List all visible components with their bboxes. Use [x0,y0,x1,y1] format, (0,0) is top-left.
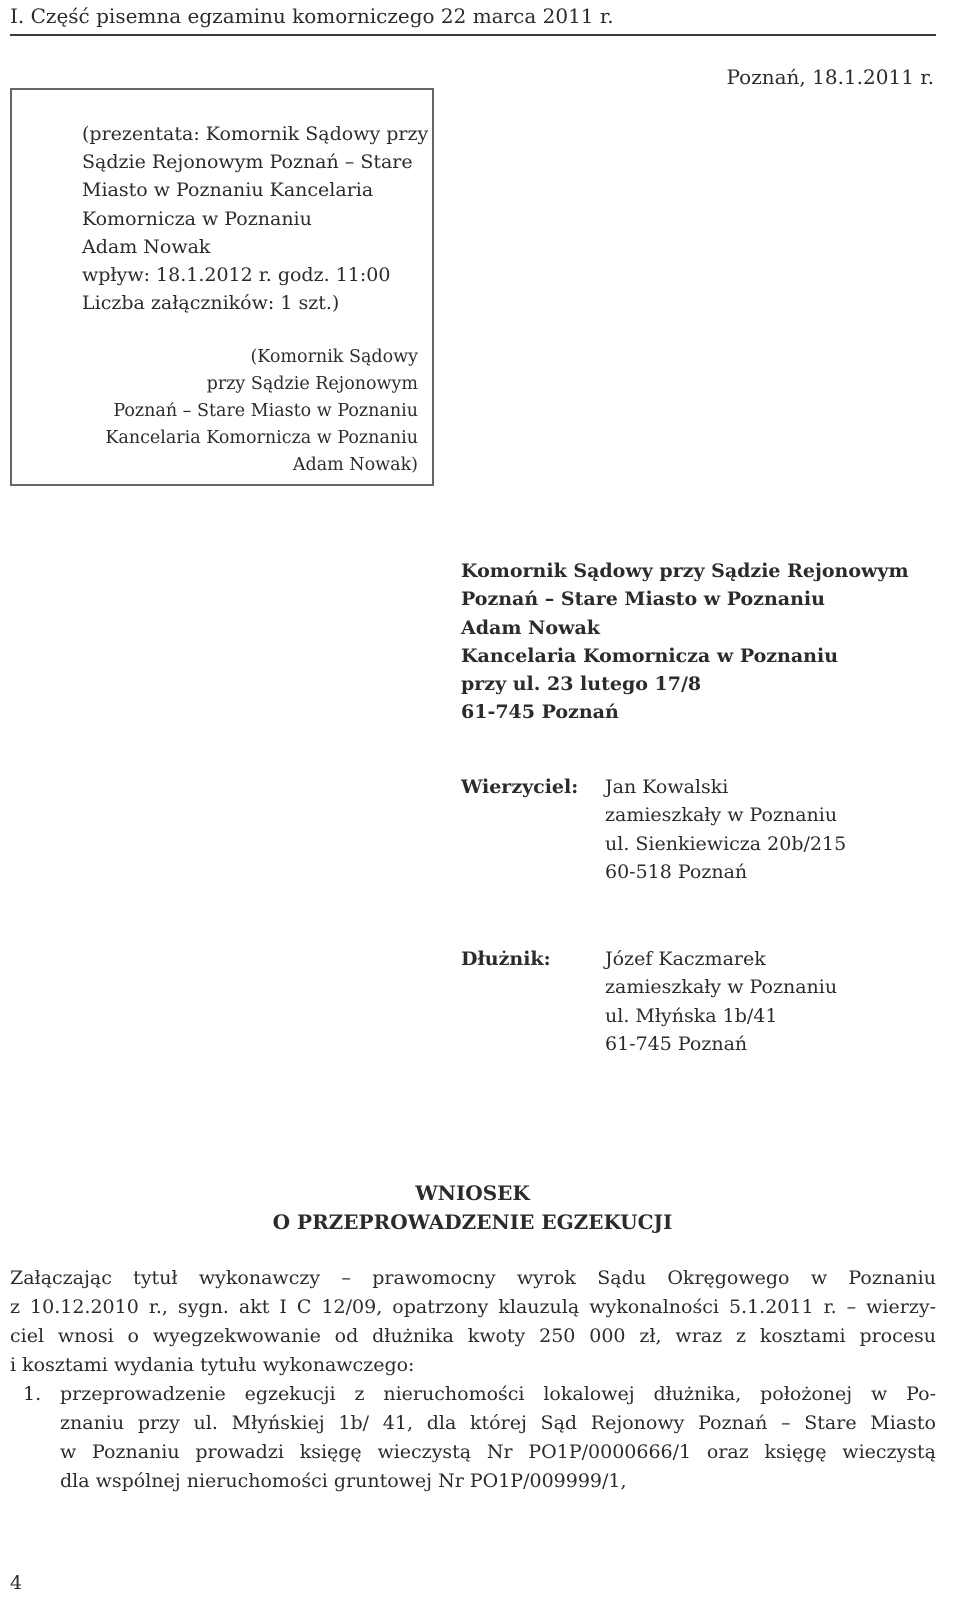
stamp-text [82,120,428,317]
stamp-line: Komornicza w Poznaniu [82,207,312,230]
addressee-line: Kancelaria Komornicza w Poznaniu [461,644,839,667]
motion-title [0,1179,945,1237]
stamp-line: Adam Nowak [82,235,211,258]
body-line: ciel wnosi o wyegzekwowanie od dłużnika kwoty 250 000 zł, wraz z kosztami procesu [10,1325,936,1347]
stamp-line: Sądzie Rejonowym Poznań – Stare [82,151,413,174]
body-line: Załączając tytuł wykonawczy – prawomocny wyrok Sądu Okręgowego w Poznaniu [10,1267,936,1289]
stamp-line: Miasto w Poznaniu Kancelaria [82,179,374,202]
signature-line: Adam Nowak) [292,455,418,475]
creditor-line: 60-518 Poznań [605,860,748,883]
header-rule [10,34,936,36]
debtor-details [605,945,837,1058]
debtor-line: 61-745 Poznań [605,1032,748,1055]
stamp-signature [105,344,418,479]
debtor-label: Dłużnik: [461,948,551,970]
creditor-line: ul. Sienkiewicza 20b/215 [605,832,847,855]
motion-title-line: WNIOSEK [415,1181,530,1205]
list-item-line: przeprowadzenie egzekucji z nieruchomości lokalowej dłużnika, położonej w Po- [60,1383,936,1405]
creditor-line: Jan Kowalski [605,776,729,798]
stamp-line: (prezentata: Komornik Sądowy przy [82,123,429,145]
body-line: i kosztami wydania tytułu wykonawczego: [10,1354,415,1376]
addressee-block [461,557,909,727]
receipt-stamp [10,88,434,486]
list-item [60,1380,936,1496]
list-item-line: znaniu przy ul. Młyńskiej 1b/ 41, dla której Sąd Rejonowy Poznań – Stare Miasto [60,1412,936,1434]
motion-title-line: O PRZEPROWADZENIE EGZEKUCJI [272,1210,673,1234]
creditor-label: Wierzyciel: [461,776,579,798]
document-date: Poznań, 18.1.2011 r. [726,65,934,89]
debtor-line: Józef Kaczmarek [605,948,766,970]
stamp-line: wpływ: 18.1.2012 r. godz. 11:00 [82,264,391,287]
motion-body [10,1264,936,1380]
creditor-details [605,773,846,886]
debtor-line: zamieszkały w Poznaniu [605,976,838,999]
creditor-line: zamieszkały w Poznaniu [605,804,838,827]
addressee-line: Poznań – Stare Miasto w Poznaniu [461,588,825,611]
page-number: 4 [10,1572,23,1594]
stamp-line: Liczba załączników: 1 szt.) [82,292,340,315]
body-line: z 10.12.2010 r., sygn. akt I C 12/09, opatrzony klauzulą wykonalności 5.1.2011 r. – wierzy- [10,1296,936,1318]
addressee-line: Komornik Sądowy przy Sądzie Rejonowym [461,560,909,582]
debtor-line: ul. Młyńska 1b/41 [605,1004,778,1027]
addressee-line: przy ul. 23 lutego 17/8 [461,673,702,696]
addressee-line: 61-745 Poznań [461,701,619,724]
signature-line: Kancelaria Komornicza w Poznaniu [105,428,418,448]
signature-line: przy Sądzie Rejonowym [206,374,418,394]
signature-line: Poznań – Stare Miasto w Poznaniu [113,401,418,421]
signature-line: (Komornik Sądowy [250,347,418,367]
addressee-line: Adam Nowak [461,616,600,639]
page-header: I. Część pisemna egzaminu komorniczego 22 marca 2011 r. [10,4,614,28]
list-item-number: 1. [23,1383,42,1405]
list-item-line: w Poznaniu prowadzi księgę wieczystą Nr PO1P/0000666/1 oraz księgę wieczystą [60,1441,936,1463]
list-item-line: dla wspólnej nieruchomości gruntowej Nr PO1P/009999/1, [60,1470,627,1492]
